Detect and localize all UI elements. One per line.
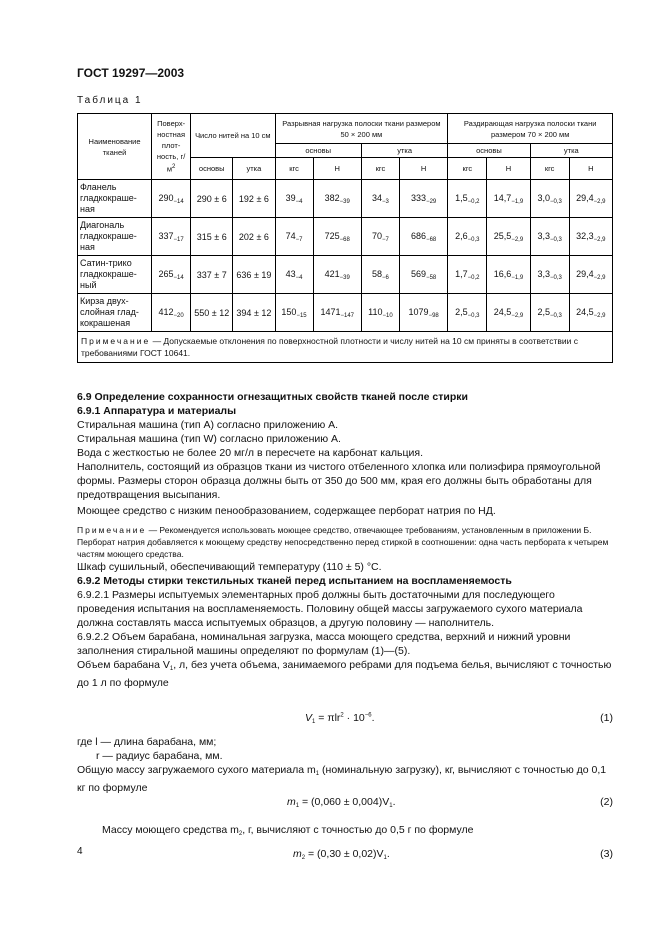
table-cell-density: $337_{-17}$ bbox=[152, 218, 191, 256]
header-tearing-warp: основы bbox=[448, 144, 530, 158]
table-cell-tf-n: $24,5_{-2,9}$ bbox=[569, 294, 612, 332]
table-cell-density: $290_{-14}$ bbox=[152, 180, 191, 218]
table-cell-warp: 550 ± 12 bbox=[191, 294, 233, 332]
table-row bbox=[78, 218, 613, 256]
note: Примечание — Рекомендуется использовать моющее средство, отвечающее требованиям, установленным в приложении Б. Перборат натрия добавляется к моющему средству непосредственно перед стиркой в соотношении: одна часть пербората к четырем частям моющего средства. bbox=[77, 525, 609, 559]
equation-3-number: (3) bbox=[600, 848, 613, 860]
table-cell-tw-n: $16,6_{-1,9}$ bbox=[487, 256, 530, 294]
table-cell-warp: 290 ± 6 bbox=[191, 180, 233, 218]
paragraph: Шкаф сушильный, обеспечивающий температуру (110 ± 5) °С. bbox=[77, 561, 382, 573]
header-breaking-weft: утка bbox=[361, 144, 447, 158]
table-cell-bf-kgs: $110_{-10}$ bbox=[361, 294, 399, 332]
table-cell-name: Сатин-трико гладкокраше-ный bbox=[78, 256, 152, 294]
table-cell-name: Кирза двух-слойная глад-кокрашеная bbox=[78, 294, 152, 332]
header-unit-n: Н bbox=[399, 158, 447, 180]
table-cell-tf-kgs: $3,0_{-0,3}$ bbox=[530, 180, 569, 218]
table-cell-tw-kgs: $1,5_{-0,2}$ bbox=[448, 180, 487, 218]
table-cell-tf-kgs: $2,5_{-0,3}$ bbox=[530, 294, 569, 332]
table-note: Примечание — Допускаемые отклонения по поверхностной плотности и числу нитей на 10 см приняты в соответствии с требованиями ГОСТ 10641. bbox=[78, 332, 613, 363]
table-cell-bw-kgs: $39_{-4}$ bbox=[275, 180, 313, 218]
table-cell-tf-kgs: $3,3_{-0,3}$ bbox=[530, 218, 569, 256]
header-density: Поверх-ностная плот-ность, $г/м^2$ bbox=[152, 114, 191, 180]
header-unit-n: Н bbox=[569, 158, 612, 180]
page-number: 4 bbox=[77, 846, 83, 857]
table-cell-bf-kgs: $34_{-3}$ bbox=[361, 180, 399, 218]
table-cell-bw-n: $725_{-68}$ bbox=[313, 218, 361, 256]
header-name: Наименование тканей bbox=[78, 114, 152, 180]
where-clause: где l — длина барабана, мм; bbox=[77, 736, 217, 748]
paragraph: Моющее средство с низким пенообразованием, содержащее перборат натрия по НД. bbox=[77, 505, 496, 517]
paragraph: Объем барабана $V_1$, л, без учета объема, занимаемого ребрами для подъема белья, вычисляют с точностью до 1 л по формуле bbox=[77, 659, 612, 689]
header-tearing-weft: утка bbox=[530, 144, 612, 158]
header-breaking-warp: основы bbox=[275, 144, 361, 158]
header-tearing: Раздирающая нагрузка полоски ткани размером 70 × 200 мм bbox=[448, 114, 613, 144]
table-cell-weft: 394 ± 12 bbox=[233, 294, 275, 332]
table-cell-tf-n: $29,4_{-2,9}$ bbox=[569, 180, 612, 218]
table-cell-weft: 636 ± 19 bbox=[233, 256, 275, 294]
header-threads-warp: основы bbox=[191, 158, 233, 180]
table-cell-name: Фланель гладкокраше-ная bbox=[78, 180, 152, 218]
document-header: ГОСТ 19297—2003 bbox=[77, 66, 185, 80]
table-cell-tf-kgs: $3,3_{-0,3}$ bbox=[530, 256, 569, 294]
table-cell-bw-kgs: $150_{-15}$ bbox=[275, 294, 313, 332]
table-cell-warp: 337 ± 7 bbox=[191, 256, 233, 294]
table-cell-tf-n: $32,3_{-2,9}$ bbox=[569, 218, 612, 256]
table-cell-weft: 202 ± 6 bbox=[233, 218, 275, 256]
table-row bbox=[78, 256, 613, 294]
paragraph: Стиральная машина (тип А) согласно приложению А. bbox=[77, 419, 339, 431]
paragraph: Наполнитель, состоящий из образцов ткани из чистого отбеленного хлопка или полиэфира прямоугольной формы. Размеры сторон образца должны быть от 350 до 500 мм, края его должны быть обработаны для предотвращения высыпания. bbox=[77, 461, 601, 501]
paragraph: Вода с жесткостью не более 20 мг/л в пересчете на карбонат кальция. bbox=[77, 447, 423, 459]
table-cell-name: Диагональ гладкокраше-ная bbox=[78, 218, 152, 256]
table-cell-bw-n: $421_{-39}$ bbox=[313, 256, 361, 294]
section-6-9-heading: 6.9 Определение сохранности огнезащитных свойств тканей после стирки bbox=[77, 391, 468, 403]
table-cell-bf-kgs: $70_{-7}$ bbox=[361, 218, 399, 256]
table-cell-tw-kgs: $1,7_{-0,2}$ bbox=[448, 256, 487, 294]
table-cell-bw-kgs: $43_{-4}$ bbox=[275, 256, 313, 294]
table-cell-tw-n: $24,5_{-2,9}$ bbox=[487, 294, 530, 332]
header-threads: Число нитей на 10 см bbox=[191, 114, 275, 158]
header-unit-kgs: кгс bbox=[361, 158, 399, 180]
header-unit-kgs: кгс bbox=[530, 158, 569, 180]
paragraph: 6.9.2.1 Размеры испытуемых элементарных проб должны быть достаточными для последующего проведения испытания на воспламеняемость. Половину общей массы загружаемого сухого материала должна составлять масса испытуемых образцов, а другую половину — наполнитель. bbox=[77, 589, 583, 629]
table-caption: Таблица 1 bbox=[77, 95, 143, 106]
table-cell-bf-n: $1079_{-98}$ bbox=[399, 294, 447, 332]
table-cell-density: $412_{-20}$ bbox=[152, 294, 191, 332]
equation-1-number: (1) bbox=[600, 712, 613, 724]
equation-3: $m_2 = (0,30 \pm 0,02)V_1$. bbox=[293, 848, 390, 861]
section-6-9-1-heading: 6.9.1 Аппаратура и материалы bbox=[77, 405, 237, 417]
header-breaking: Разрывная нагрузка полоски ткани размером 50 × 200 мм bbox=[275, 114, 448, 144]
paragraph: Массу моющего средства $m_2$, г, вычисляют с точностью до 0,5 г по формуле bbox=[102, 824, 474, 837]
table-cell-weft: 192 ± 6 bbox=[233, 180, 275, 218]
table-cell-bw-n: $382_{-39}$ bbox=[313, 180, 361, 218]
equation-1: $V_1 = \pi lr^2 \cdot 10^{-6}$. bbox=[305, 712, 375, 725]
table-row bbox=[78, 294, 613, 332]
table-cell-bw-n: $1471_{-147}$ bbox=[313, 294, 361, 332]
table-cell-bf-kgs: $58_{-6}$ bbox=[361, 256, 399, 294]
table-cell-density: $265_{-14}$ bbox=[152, 256, 191, 294]
header-threads-weft: утка bbox=[233, 158, 275, 180]
table-cell-tw-kgs: $2,5_{-0,3}$ bbox=[448, 294, 487, 332]
table-cell-warp: 315 ± 6 bbox=[191, 218, 233, 256]
equation-2: $m_1 = (0,060 \pm 0,004)V_1$. bbox=[287, 796, 396, 809]
table-cell-bf-n: $569_{-58}$ bbox=[399, 256, 447, 294]
header-unit-kgs: кгс bbox=[448, 158, 487, 180]
paragraph: 6.9.2.2 Объем барабана, номинальная загрузка, масса моющего средства, верхний и нижний уровни заполнения стиральной машины определяют по формулам (1)—(5). bbox=[77, 631, 571, 657]
paragraph: Стиральная машина (тип W) согласно приложению А. bbox=[77, 433, 341, 445]
header-unit-n: Н bbox=[487, 158, 530, 180]
table-cell-tw-n: $25,5_{-2,9}$ bbox=[487, 218, 530, 256]
equation-2-number: (2) bbox=[600, 796, 613, 808]
table-cell-tf-n: $29,4_{-2,9}$ bbox=[569, 256, 612, 294]
paragraph: Общую массу загружаемого сухого материала $m_1$ (номинальную загрузку), кг, вычисляют с точностью до 0,1 кг по формуле bbox=[77, 764, 607, 794]
table-cell-tw-kgs: $2,6_{-0,3}$ bbox=[448, 218, 487, 256]
table-row bbox=[78, 180, 613, 218]
table-cell-bf-n: $333_{-29}$ bbox=[399, 180, 447, 218]
header-unit-n: Н bbox=[313, 158, 361, 180]
specs-table bbox=[77, 113, 613, 363]
table-cell-bw-kgs: $74_{-7}$ bbox=[275, 218, 313, 256]
where-clause: r — радиус барабана, мм. bbox=[96, 750, 223, 762]
section-6-9-2-heading: 6.9.2 Методы стирки текстильных тканей перед испытанием на воспламеняемость bbox=[77, 575, 512, 587]
table-cell-bf-n: $686_{-68}$ bbox=[399, 218, 447, 256]
table-cell-tw-n: $14,7_{-1,9}$ bbox=[487, 180, 530, 218]
header-unit-kgs: кгс bbox=[275, 158, 313, 180]
